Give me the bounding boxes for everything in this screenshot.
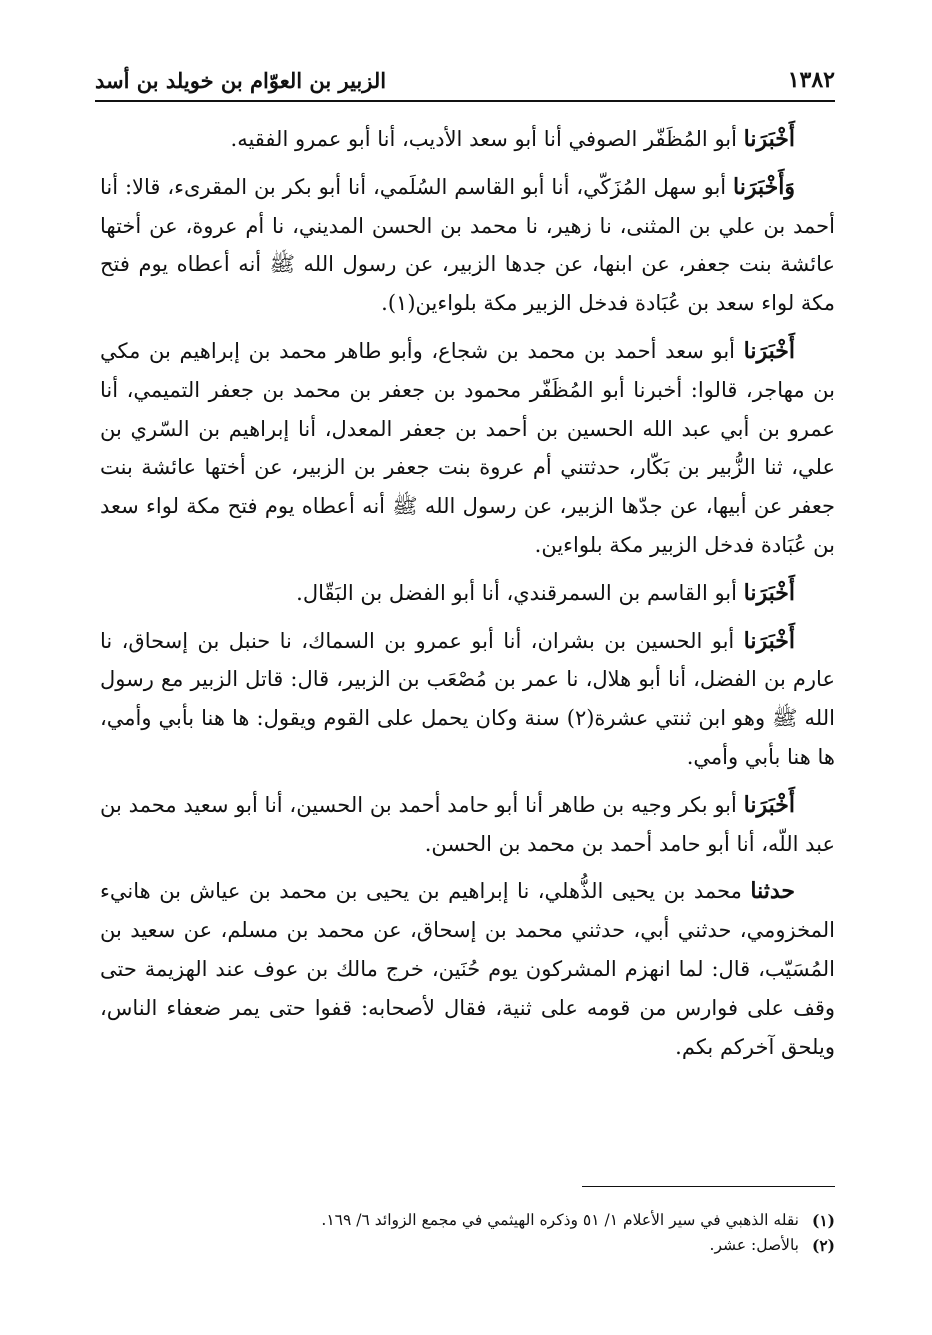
paragraph-text: أبو بكر وجيه بن طاهر أنا أبو حامد أحمد بن الحسين، أنا أبو سعيد محمد بن عبد اللّه، أنا أبو حامد أحمد بن محمد بن الحسن. [100, 792, 835, 856]
main-text [100, 120, 835, 1075]
paragraph [100, 574, 835, 613]
paragraph-text: أبو المُظَفّر الصوفي أنا أبو سعد الأديب، أنا أبو عمرو الفقيه. [230, 127, 737, 151]
page-header [95, 60, 835, 102]
footnote [100, 1233, 835, 1258]
paragraph-text: أبو الحسين بن بشران، أنا أبو عمرو بن السماك، نا حنبل بن إسحاق، نا عارم بن الفضل، أنا أبو هلال، نا عمر بن مُصْعَب بن الزبير، قال: قاتل الزبير مع رسول الله ﷺ وهو ابن ثنتي عشرة(٢) سنة وكان يحمل على القوم ويقول: ها هنا بأبي وأمي، ها هنا بأبي وأمي. [100, 628, 835, 769]
paragraph-text: محمد بن يحيى الذُّهلي، نا إبراهيم بن يحيى بن محمد بن عياش بن هانيء المخزومي، حدثني أبي، حدثني محمد بن إسحاق، عن محمد بن مسلم، عن سعيد بن المُسَيّب، قال: لما انهزم المشركون يوم حُنَين، خرج مالك بن عوف عند الهزيمة حتى وقف على فوارس من قومه على ثنية، فقال لأصحابه: قفوا حتى يمر ضعفاء الناس، ويلحق آخركم بكم. [100, 879, 835, 1059]
running-title: الزبير بن العوّام بن خويلد بن أسد [95, 67, 387, 93]
footnote-text: نقله الذهبي في سير الأعلام ١/ ٥١ وذكره الهيثمي في مجمع الزوائد ٦/ ١٦٩. [321, 1211, 799, 1229]
paragraph [100, 168, 835, 323]
paragraph [100, 120, 835, 159]
narration-keyword: أَخْبَرَنا [743, 579, 795, 606]
paragraph-text: أبو سهل المُزَكّي، أنا أبو القاسم السُلَمي، أنا أبو بكر بن المقرىء، قالا: أنا أحمد بن علي بن المثنى، نا زهير، نا محمد بن الحسن المديني، نا أم عروة، عن أختها عائشة بنت جعفر، عن ابنها، عن جدها الزبير، عن رسول الله ﷺ أنه أعطاه يوم فتح مكة لواء سعد بن عُبَادة فدخل الزبير مكة بلواءين(١). [100, 174, 835, 316]
narration-keyword: أَخْبَرَنا [743, 337, 795, 364]
paragraph-text: أبو القاسم بن السمرقندي، أنا أبو الفضل بن البَقّال. [296, 580, 737, 605]
paragraph [100, 332, 835, 565]
footnote-number: (١) [811, 1211, 835, 1230]
paragraph [100, 872, 835, 1066]
narration-keyword: وَأَخْبَرَنا [733, 173, 795, 200]
paragraph-text: أبو سعد أحمد بن محمد بن شجاع، وأبو طاهر محمد بن إبراهيم بن مكي بن مهاجر، قالوا: أخبرنا أبو المُظَفّر محمود بن جعفر بن محمد بن جعفر التميمي، أنا عمرو بن أبي عبد الله الحسين بن أحمد بن جعفر المعدل، أنا إبراهيم بن السّري بن علي، ثنا الزُّبير بن بَكّار، حدثتني أم عروة بنت جعفر بن الزبير، عن أختها عائشة بنت جعفر عن أبيها، عن جدّها الزبير، عن رسول الله ﷺ أنه أعطاه يوم فتح مكة لواء سعد بن عُبَادة فدخل الزبير مكة بلواءين. [100, 338, 835, 557]
footnote-divider [582, 1186, 835, 1187]
footnotes [100, 1208, 835, 1258]
narration-keyword: حدثنا [750, 878, 795, 905]
footnote-number: (٢) [811, 1236, 835, 1255]
paragraph [100, 622, 835, 777]
narration-keyword: أَخْبَرَنا [743, 791, 795, 818]
footnote-text: بالأصل: عشر. [709, 1236, 799, 1254]
narration-keyword: أَخْبَرَنا [743, 627, 795, 654]
page-number: ١٣٨٢ [787, 67, 835, 93]
narration-keyword: أَخْبَرَنا [743, 126, 795, 152]
paragraph [100, 786, 835, 864]
footnote [100, 1208, 835, 1233]
